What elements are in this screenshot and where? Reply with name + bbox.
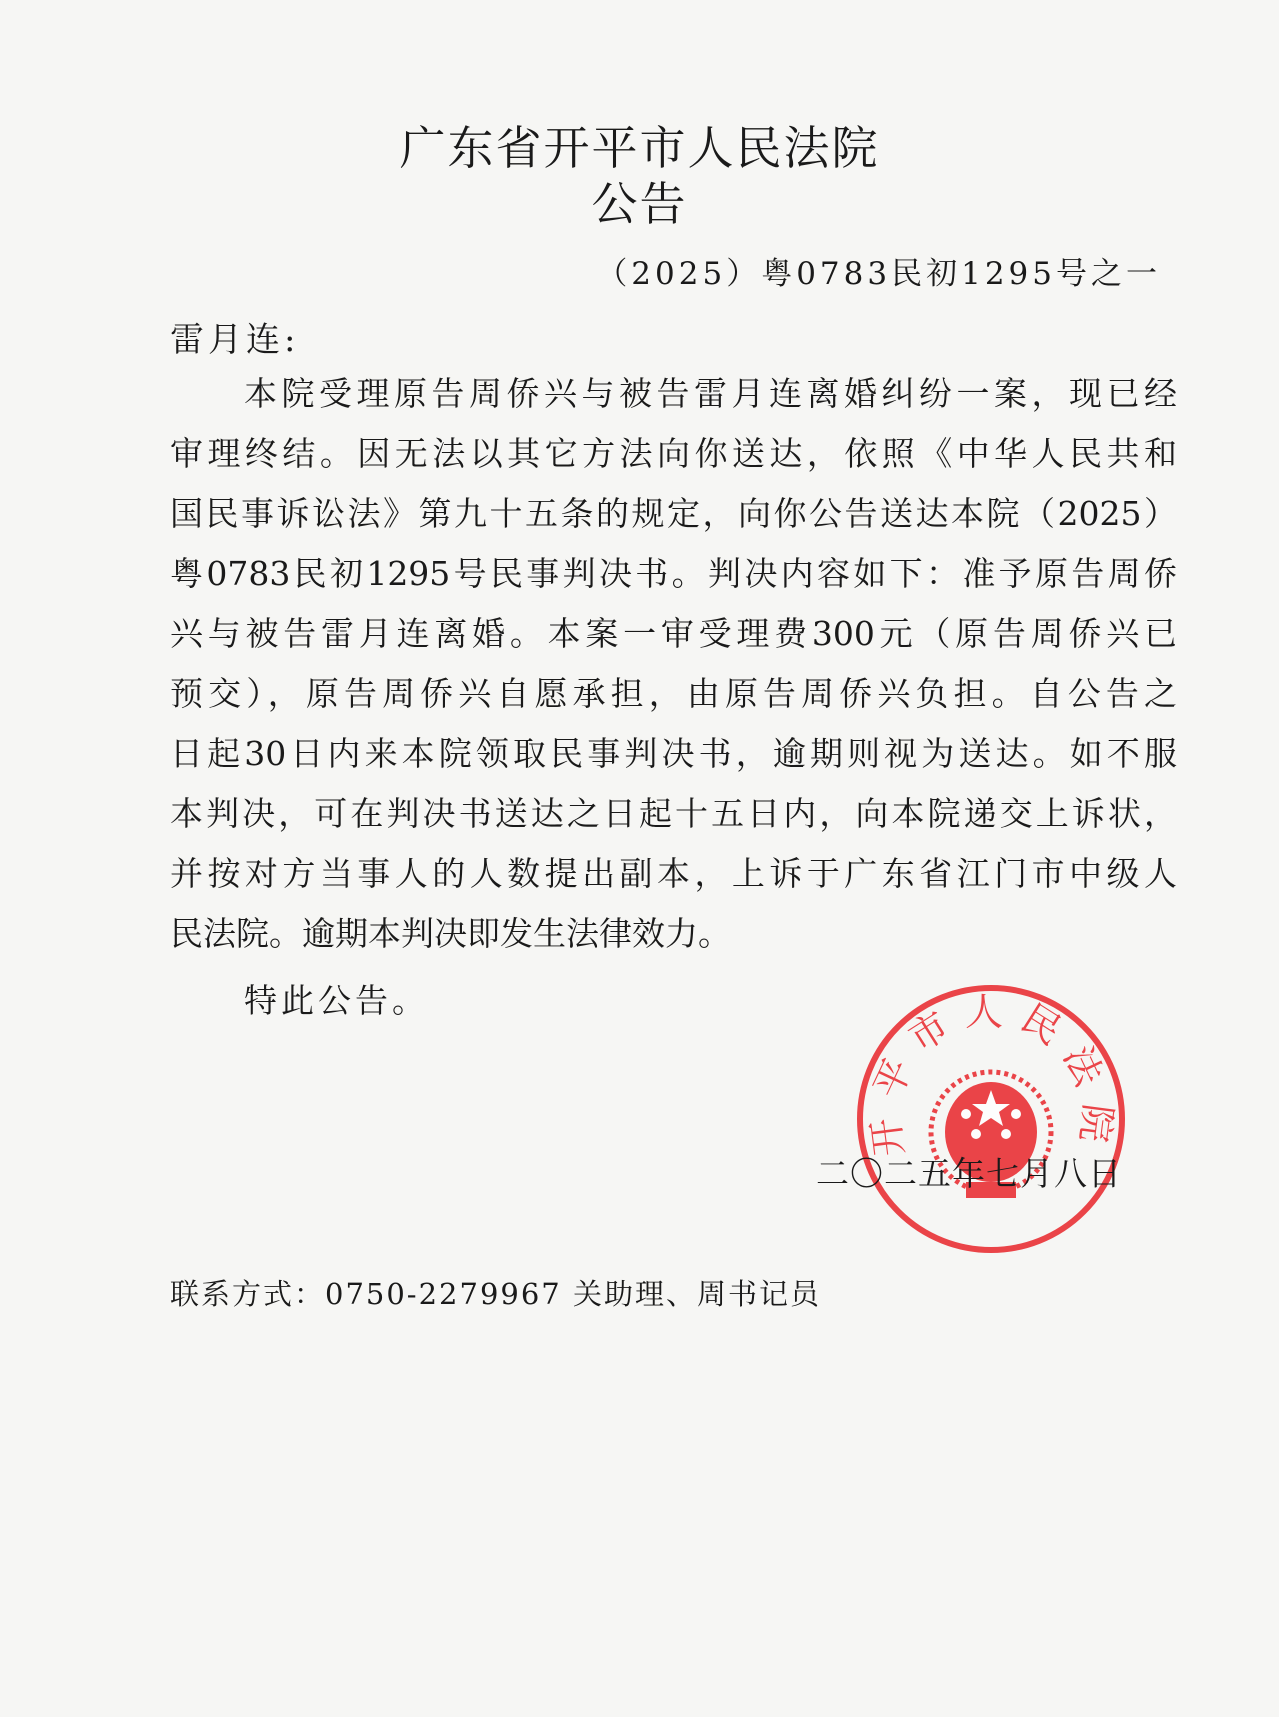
closing-text: 特此公告。 bbox=[244, 981, 429, 1020]
contact-info: 联系方式：0750-2279967 关助理、周书记员 bbox=[170, 1277, 821, 1311]
body-line: 本院受理原告周侨兴与被告雷月连离婚纠纷一案，现已经 bbox=[244, 374, 1177, 413]
seal-text: 开平市人民法院 bbox=[861, 989, 1121, 1159]
court-name: 广东省开平市人民法院 bbox=[399, 121, 880, 175]
body-line: 日起30日内来本院领取民事判决书，逾期则视为送达。如不服 bbox=[170, 734, 1177, 773]
issue-date: 二〇二五年七月八日 bbox=[816, 1154, 1122, 1193]
document-type: 公告 bbox=[591, 177, 688, 231]
body-line: 国民事诉讼法》第九十五条的规定，向你公告送达本院（2025） bbox=[170, 494, 1177, 533]
body-line: 粤0783民初1295号民事判决书。判决内容如下：准予原告周侨 bbox=[170, 554, 1177, 593]
body-line: 民法院。逾期本判决即发生法律效力。 bbox=[170, 914, 731, 953]
body-line: 兴与被告雷月连离婚。本案一审受理费300元（原告周侨兴已 bbox=[170, 614, 1177, 653]
body-line: 审理终结。因无法以其它方法向你送达，依照《中华人民共和 bbox=[170, 434, 1177, 473]
case-number: （2025）粤0783民初1295号之一 bbox=[596, 256, 1161, 292]
court-seal bbox=[854, 982, 1128, 1256]
body-line: 并按对方当事人的人数提出副本，上诉于广东省江门市中级人 bbox=[170, 854, 1177, 893]
body-line: 预交），原告周侨兴自愿承担，由原告周侨兴负担。自公告之 bbox=[170, 674, 1177, 713]
addressee: 雷月连: bbox=[170, 320, 300, 360]
body-line: 本判决，可在判决书送达之日起十五日内，向本院递交上诉状， bbox=[170, 794, 1177, 833]
